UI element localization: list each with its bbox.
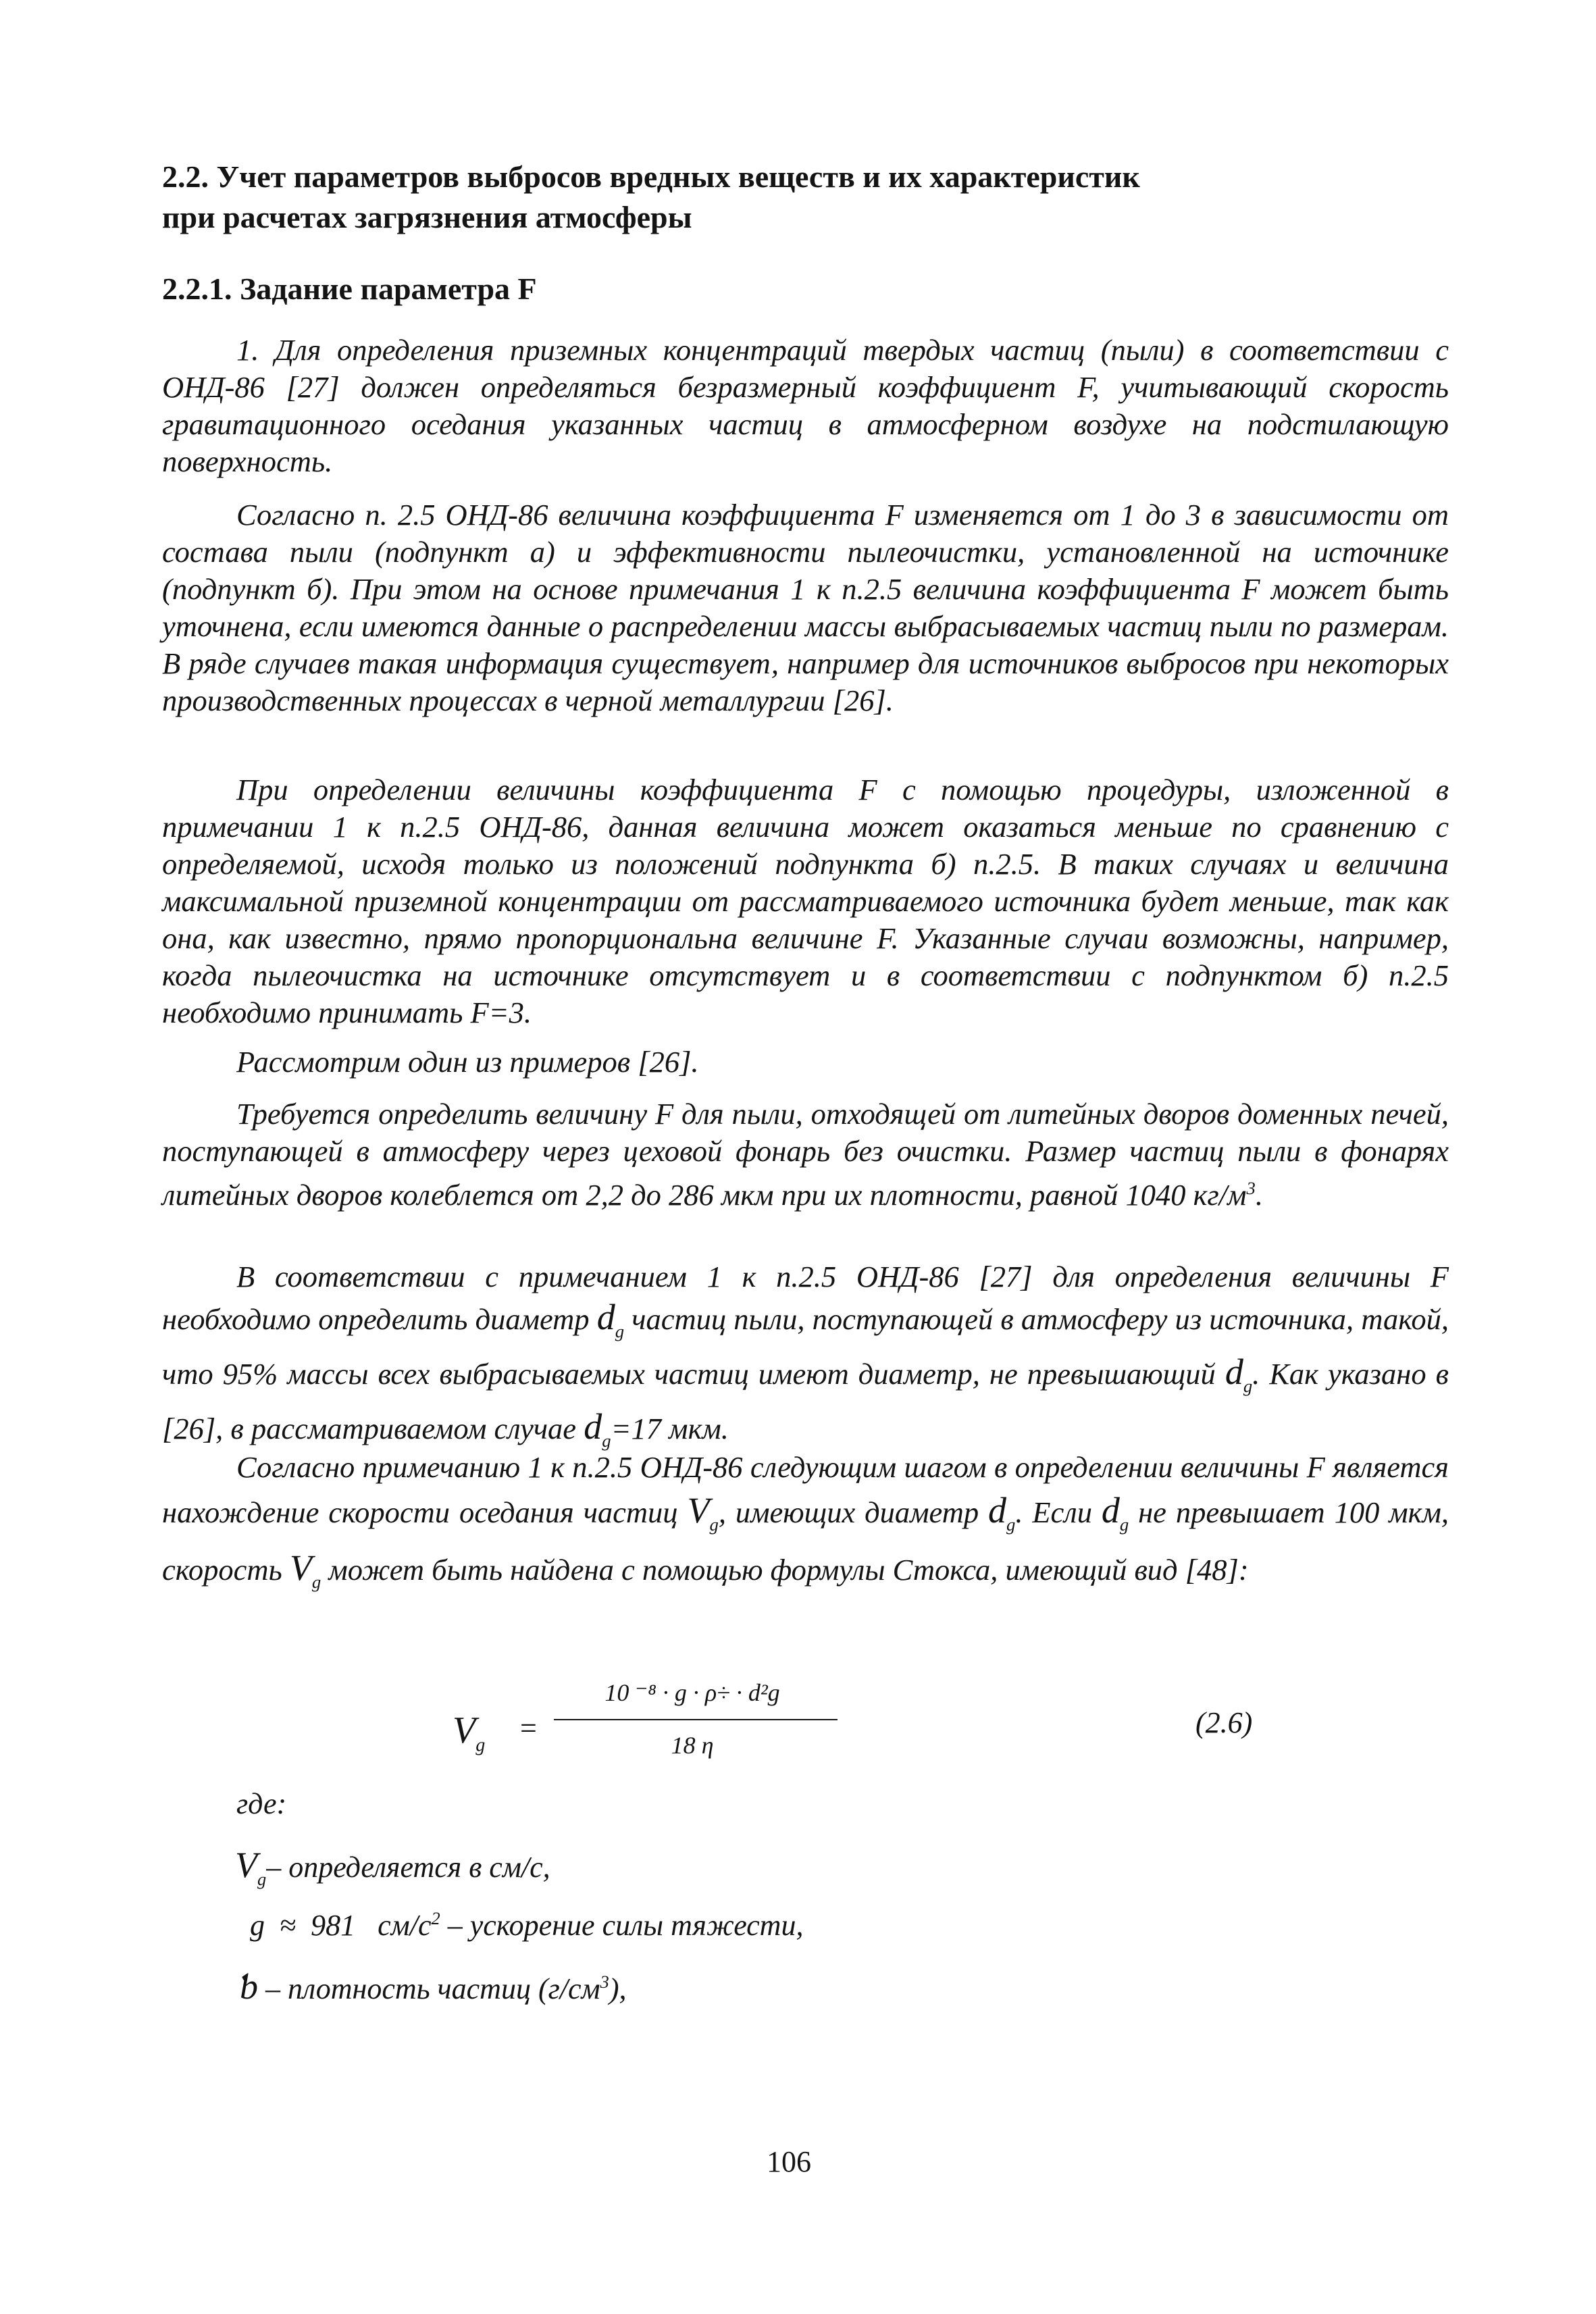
formula-denominator xyxy=(550,1731,834,1759)
formula-lhs-symbol: V xyxy=(453,1709,476,1751)
symbol-v: V xyxy=(687,1490,710,1531)
symbol-v-subscript: g xyxy=(311,1572,321,1592)
subsection-heading: 2.2.1. Задание параметра F xyxy=(162,272,537,306)
paragraph-2: Согласно п. 2.5 ОНД-86 величина коэффициента F изменяется от 1 до 3 в зависимости от состава пыли (подпункт а) и эффективности пылеочистки, установленной на источнике (подпункт б). При этом на основе примечания 1 к п.2.5 величина коэффициента F может быть уточнена, если имеются данные о распределении массы выбрасываемых частиц пыли по размерам. В ряде случаев такая информация существует, например для источников выбросов при некоторых производственных процессах в черной металлургии [26]. xyxy=(162,498,1449,717)
formula-equals: = xyxy=(520,1712,537,1745)
paragraph-6-part-c: . Как указано в [26], в рассматриваемом случае xyxy=(162,1357,1449,1445)
symbol-d: d xyxy=(987,1490,1006,1531)
symbol-d-subscript: g xyxy=(1119,1514,1129,1535)
definition-velocity-subscript: g xyxy=(257,1868,267,1889)
symbol-d-subscript: g xyxy=(1243,1376,1253,1396)
superscript-3: 3 xyxy=(1246,1178,1256,1198)
formula-numerator xyxy=(550,1678,834,1707)
section-heading-line-1: 2.2. Учет параметров выбросов вредных веществ и их характеристик xyxy=(162,159,1140,194)
paragraph-6-part-a: В соответствии с примечанием 1 к п.2.5 ОНД-86 [27] для определения величины F необходимо определить диаметр xyxy=(162,1260,1449,1336)
definition-gravity-tail: – ускорение силы тяжести, xyxy=(440,1909,804,1942)
paragraph-3: При определении величины коэффициента F с помощью процедуры, изложенной в примечании 1 к п.2.5 ОНД-86, данная величина может оказаться меньше по сравнению с определяемой, исходя только из положений подпункта б) п.2.5. В таких случаях и величина максимальной приземной концентрации от рассматриваемого источника будет меньше, так как она, как известно, прямо пропорциональна величине F. Указанные случаи возможны, например, когда пылеочистка на источнике отсутствует и в соответствии с подпунктом б) п.2.5 необходимо принимать F=3. xyxy=(162,773,1449,1029)
formula-denominator-text: 18 η xyxy=(671,1732,714,1759)
symbol-d-subscript: g xyxy=(602,1431,611,1451)
symbol-v: V xyxy=(289,1547,312,1588)
paragraph-5 xyxy=(162,1096,1449,1214)
definition-density-symbol: ƅ xyxy=(240,1966,258,2007)
paragraph-7-part-e: может быть найдена с помощью формулы Стокса, имеющий вид [48]: xyxy=(321,1553,1249,1587)
paragraph-7-part-d: не превышает 100 мкм, скорость xyxy=(162,1495,1449,1587)
page-number: 106 xyxy=(767,2145,811,2178)
paragraph-4: Рассмотрим один из примеров [26]. xyxy=(236,1045,699,1079)
paragraph-5-text: Требуется определить величину F для пыли, отходящей от литейных дворов доменных печей, поступающей в атмосферу через цеховой фонарь без очистки. Размер частиц пыли в фонарях литейных дворов колеблется от 2,2 до 286 мкм при их плотности, равной 1040 кг/м xyxy=(162,1097,1449,1212)
formula-numerator-text: 10 ⁻⁸ · g · ρ÷ · d²g xyxy=(604,1679,780,1706)
definition-density-superscript: 3 xyxy=(600,1972,609,1992)
symbol-d: d xyxy=(596,1297,615,1337)
symbol-d: d xyxy=(1225,1352,1243,1392)
definition-velocity-symbol: V xyxy=(235,1845,257,1885)
formula-lhs xyxy=(453,1709,485,1757)
formula-lhs-subscript: g xyxy=(475,1734,486,1756)
definition-density-text: – плотность частиц (г/см xyxy=(258,1972,600,2005)
definition-velocity-text: – определяется в см/с, xyxy=(266,1851,550,1884)
paragraph-6 xyxy=(162,1256,1449,1461)
paragraph-6-part-d: =17 мкм. xyxy=(611,1412,729,1445)
stokes-formula xyxy=(439,1678,1553,1786)
symbol-d-subscript: g xyxy=(1006,1514,1016,1535)
fraction-bar xyxy=(554,1719,838,1720)
symbol-d-subscript: g xyxy=(615,1321,625,1341)
symbol-d: d xyxy=(584,1406,602,1447)
definition-gravity-superscript: 2 xyxy=(431,1908,440,1929)
symbol-d: d xyxy=(1101,1490,1120,1531)
definition-gravity xyxy=(250,1908,803,1943)
paragraph-7-part-c: . Если xyxy=(1015,1495,1102,1529)
paragraph-7-part-a: Согласно примечанию 1 к п.2.5 ОНД-86 следующим шагом в определении величины F является нахождение скорости оседания частиц xyxy=(162,1450,1449,1529)
paragraph-7-part-b: , имеющих диаметр xyxy=(718,1495,988,1529)
paragraph-1: 1. Для определения приземных концентраций твердых частиц (пыли) в соответствии с ОНД-86 [27] должен определяться безразмерный коэффициент F, учитывающий скорость гравитационного оседания указанных частиц в атмосферном воздухе на подстилающую поверхность. xyxy=(162,333,1449,478)
definition-density xyxy=(240,1965,626,2007)
section-heading xyxy=(162,157,1449,238)
paragraph-7 xyxy=(162,1445,1449,1603)
definition-velocity xyxy=(235,1844,550,1890)
definition-gravity-text: g ≈ 981 см/с xyxy=(250,1909,432,1942)
paragraph-5-end: . xyxy=(1255,1178,1264,1212)
formula-number: (2.6) xyxy=(1195,1706,1253,1739)
paragraph-6-part-b: частиц пыли, поступающей в атмосферу из источника, такой, что 95% массы всех выбрасываемых частиц имеют диаметр, не превышающий xyxy=(162,1302,1449,1391)
definition-density-tail: ), xyxy=(609,1972,627,2005)
where-label: где: xyxy=(236,1787,287,1820)
section-heading-line-2: при расчетах загрязнения атмосферы xyxy=(162,200,692,234)
symbol-v-subscript: g xyxy=(709,1514,719,1535)
